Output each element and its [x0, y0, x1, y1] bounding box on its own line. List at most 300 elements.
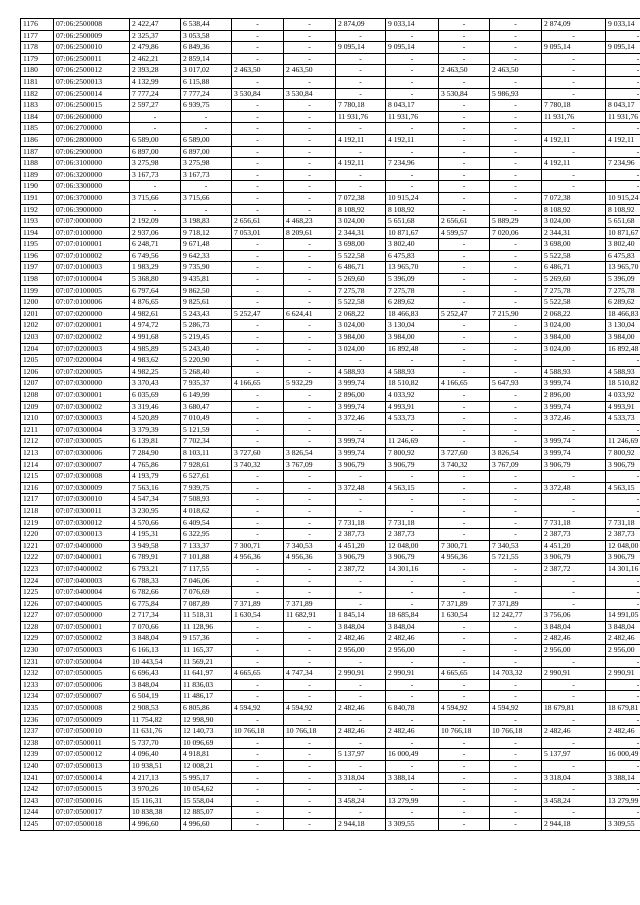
- value-cell: 12 008,21: [181, 761, 232, 773]
- table-row: [21, 482, 640, 494]
- value-cell: -: [232, 297, 284, 309]
- value-cell: -: [386, 761, 439, 773]
- value-cell: -: [284, 645, 336, 657]
- value-cell: -: [284, 656, 336, 668]
- value-cell: 4 451,20: [336, 540, 386, 552]
- value-cell: 3 318,04: [336, 772, 386, 784]
- value-cell: -: [232, 587, 284, 599]
- table-row: [21, 285, 640, 297]
- value-cell: -: [439, 355, 490, 367]
- value-cell: -: [232, 401, 284, 413]
- value-cell: -: [336, 505, 386, 517]
- value-cell: -: [284, 262, 336, 274]
- value-cell: 16 892,48: [386, 343, 439, 355]
- value-cell: -: [181, 204, 232, 216]
- value-cell: 5 243,40: [181, 343, 232, 355]
- value-cell: 18 685,84: [386, 610, 439, 622]
- value-cell: 6 749,56: [130, 250, 181, 262]
- value-cell: -: [542, 761, 606, 773]
- table-row: [21, 494, 640, 506]
- value-cell: 4 166,65: [439, 378, 490, 390]
- value-cell: 4 132,99: [130, 76, 181, 88]
- value-cell: 8 108,92: [606, 204, 640, 216]
- value-cell: -: [232, 53, 284, 65]
- value-cell: 3 727,60: [232, 447, 284, 459]
- value-cell: 5 252,47: [439, 308, 490, 320]
- value-cell: -: [336, 355, 386, 367]
- value-cell: -: [606, 181, 640, 193]
- code-cell: 07:06:2500014: [54, 88, 130, 100]
- value-cell: -: [490, 633, 542, 645]
- value-cell: -: [439, 679, 490, 691]
- value-cell: 10 915,24: [386, 192, 439, 204]
- code-cell: 07:07:0100001: [54, 239, 130, 251]
- value-cell: -: [542, 679, 606, 691]
- row-number-cell: 1190: [21, 181, 54, 193]
- value-cell: -: [439, 795, 490, 807]
- row-number-cell: 1229: [21, 633, 54, 645]
- value-cell: -: [284, 401, 336, 413]
- value-cell: -: [439, 784, 490, 796]
- table-row: [21, 204, 640, 216]
- row-number-cell: 1212: [21, 436, 54, 448]
- value-cell: -: [284, 19, 336, 31]
- value-cell: 18 510,82: [386, 378, 439, 390]
- value-cell: 3 984,00: [336, 332, 386, 344]
- value-cell: -: [439, 563, 490, 575]
- value-cell: 4 747,34: [284, 668, 336, 680]
- value-cell: -: [490, 471, 542, 483]
- value-cell: 2 482,46: [336, 633, 386, 645]
- value-cell: 5 137,97: [542, 749, 606, 761]
- value-cell: -: [606, 714, 640, 726]
- table-row: [21, 645, 640, 657]
- value-cell: 7 215,90: [490, 308, 542, 320]
- value-cell: 3 024,00: [336, 320, 386, 332]
- value-cell: -: [439, 30, 490, 42]
- value-cell: 6 289,62: [386, 297, 439, 309]
- value-cell: -: [542, 123, 606, 135]
- value-cell: -: [439, 366, 490, 378]
- value-cell: -: [181, 123, 232, 135]
- value-cell: -: [232, 621, 284, 633]
- code-cell: 07:07:0300009: [54, 482, 130, 494]
- value-cell: 6 788,33: [130, 575, 181, 587]
- value-cell: 4 033,92: [386, 390, 439, 402]
- value-cell: 3 802,40: [386, 239, 439, 251]
- row-number-cell: 1176: [21, 19, 54, 31]
- value-cell: 6 149,99: [181, 390, 232, 402]
- row-number-cell: 1237: [21, 726, 54, 738]
- value-cell: 3 053,58: [181, 30, 232, 42]
- value-cell: -: [439, 250, 490, 262]
- value-cell: -: [490, 76, 542, 88]
- value-cell: 11 931,76: [542, 111, 606, 123]
- value-cell: 18 679,81: [606, 703, 640, 715]
- value-cell: -: [284, 250, 336, 262]
- value-cell: 3 130,04: [386, 320, 439, 332]
- value-cell: -: [490, 239, 542, 251]
- value-cell: -: [542, 53, 606, 65]
- value-cell: -: [490, 123, 542, 135]
- value-cell: -: [490, 401, 542, 413]
- value-cell: 3 999,74: [336, 401, 386, 413]
- value-cell: -: [284, 111, 336, 123]
- value-cell: -: [439, 181, 490, 193]
- value-cell: -: [386, 181, 439, 193]
- row-number-cell: 1209: [21, 401, 54, 413]
- row-number-cell: 1206: [21, 366, 54, 378]
- value-cell: 6 504,19: [130, 691, 181, 703]
- value-cell: 4 588,93: [606, 366, 640, 378]
- row-number-cell: 1194: [21, 227, 54, 239]
- value-cell: 7 300,71: [232, 540, 284, 552]
- value-cell: 3 230,95: [130, 505, 181, 517]
- value-cell: 6 538,44: [181, 19, 232, 31]
- value-cell: -: [490, 691, 542, 703]
- value-cell: 3 530,84: [284, 88, 336, 100]
- row-number-cell: 1181: [21, 76, 54, 88]
- code-cell: 07:07:0000000: [54, 216, 130, 228]
- value-cell: 11 682,91: [284, 610, 336, 622]
- value-cell: -: [130, 204, 181, 216]
- code-cell: 07:06:2500015: [54, 100, 130, 112]
- value-cell: 4 956,36: [439, 552, 490, 564]
- value-cell: -: [439, 413, 490, 425]
- row-number-cell: 1225: [21, 587, 54, 599]
- value-cell: 13 965,70: [606, 262, 640, 274]
- value-cell: -: [284, 772, 336, 784]
- value-cell: 3 740,32: [232, 459, 284, 471]
- value-cell: -: [232, 355, 284, 367]
- value-cell: 7 087,89: [181, 598, 232, 610]
- value-cell: -: [439, 332, 490, 344]
- code-cell: 07:07:0300007: [54, 459, 130, 471]
- value-cell: 5 737,70: [130, 737, 181, 749]
- value-cell: -: [232, 424, 284, 436]
- value-cell: -: [232, 19, 284, 31]
- value-cell: -: [439, 76, 490, 88]
- value-cell: -: [232, 76, 284, 88]
- value-cell: 7 234,96: [606, 158, 640, 170]
- value-cell: -: [439, 297, 490, 309]
- value-cell: 3 906,79: [386, 459, 439, 471]
- row-number-cell: 1178: [21, 42, 54, 54]
- value-cell: -: [232, 343, 284, 355]
- row-number-cell: 1192: [21, 204, 54, 216]
- table-row: [21, 401, 640, 413]
- value-cell: -: [606, 88, 640, 100]
- value-cell: 4 665,65: [232, 668, 284, 680]
- value-cell: -: [490, 274, 542, 286]
- value-cell: 9 642,33: [181, 250, 232, 262]
- value-cell: -: [606, 679, 640, 691]
- value-cell: 3 167,73: [130, 169, 181, 181]
- value-cell: 9 095,14: [336, 42, 386, 54]
- value-cell: -: [490, 645, 542, 657]
- value-cell: 8 108,92: [336, 204, 386, 216]
- value-cell: 3 999,74: [542, 436, 606, 448]
- table-row: [21, 598, 640, 610]
- value-cell: -: [284, 749, 336, 761]
- value-cell: -: [386, 53, 439, 65]
- value-cell: 9 718,12: [181, 227, 232, 239]
- row-number-cell: 1205: [21, 355, 54, 367]
- value-cell: -: [232, 761, 284, 773]
- value-cell: 2 896,00: [542, 390, 606, 402]
- value-cell: 3 767,09: [490, 459, 542, 471]
- value-cell: -: [439, 285, 490, 297]
- value-cell: -: [490, 192, 542, 204]
- value-cell: -: [130, 123, 181, 135]
- value-cell: -: [439, 262, 490, 274]
- value-cell: -: [336, 587, 386, 599]
- value-cell: 5 721,55: [490, 552, 542, 564]
- value-cell: 4 096,40: [130, 749, 181, 761]
- code-cell: 07:07:0200002: [54, 332, 130, 344]
- value-cell: -: [439, 204, 490, 216]
- value-cell: 4 520,89: [130, 413, 181, 425]
- value-cell: -: [284, 424, 336, 436]
- row-number-cell: 1244: [21, 807, 54, 819]
- value-cell: -: [490, 529, 542, 541]
- value-cell: -: [439, 818, 490, 830]
- value-cell: 2 482,46: [542, 633, 606, 645]
- table-row: [21, 633, 640, 645]
- value-cell: 7 780,18: [336, 100, 386, 112]
- code-cell: 07:07:0100004: [54, 274, 130, 286]
- value-cell: 2 956,00: [336, 645, 386, 657]
- value-cell: -: [232, 807, 284, 819]
- value-cell: 3 370,43: [130, 378, 181, 390]
- value-cell: -: [542, 784, 606, 796]
- value-cell: 5 396,09: [606, 274, 640, 286]
- value-cell: -: [336, 714, 386, 726]
- value-cell: 6 789,91: [130, 552, 181, 564]
- value-cell: 3 024,00: [336, 343, 386, 355]
- value-cell: 4 599,57: [439, 227, 490, 239]
- value-cell: 4 594,92: [439, 703, 490, 715]
- value-cell: 7 275,78: [606, 285, 640, 297]
- value-cell: -: [490, 772, 542, 784]
- value-cell: 4 594,92: [284, 703, 336, 715]
- value-cell: -: [606, 53, 640, 65]
- row-number-cell: 1230: [21, 645, 54, 657]
- value-cell: -: [490, 621, 542, 633]
- value-cell: -: [232, 714, 284, 726]
- value-cell: -: [232, 645, 284, 657]
- value-cell: -: [232, 332, 284, 344]
- value-cell: 4 166,65: [232, 378, 284, 390]
- value-cell: -: [336, 598, 386, 610]
- table-row: [21, 146, 640, 158]
- row-number-cell: 1187: [21, 146, 54, 158]
- value-cell: -: [284, 169, 336, 181]
- table-row: [21, 540, 640, 552]
- row-number-cell: 1238: [21, 737, 54, 749]
- row-number-cell: 1196: [21, 250, 54, 262]
- value-cell: 3 198,83: [181, 216, 232, 228]
- row-number-cell: 1199: [21, 285, 54, 297]
- value-cell: 3 698,00: [542, 239, 606, 251]
- table-row: [21, 818, 640, 830]
- value-cell: -: [490, 390, 542, 402]
- value-cell: -: [284, 42, 336, 54]
- row-number-cell: 1215: [21, 471, 54, 483]
- value-cell: -: [542, 598, 606, 610]
- value-cell: 7 371,89: [232, 598, 284, 610]
- value-cell: 2 656,61: [439, 216, 490, 228]
- value-cell: 7 020,06: [490, 227, 542, 239]
- value-cell: 4 195,31: [130, 529, 181, 541]
- code-cell: 07:07:0100000: [54, 227, 130, 239]
- value-cell: 3 309,55: [606, 818, 640, 830]
- value-cell: 18 466,83: [606, 308, 640, 320]
- value-cell: 3 999,74: [336, 447, 386, 459]
- code-cell: 07:06:3700000: [54, 192, 130, 204]
- row-number-cell: 1226: [21, 598, 54, 610]
- value-cell: -: [284, 297, 336, 309]
- value-cell: 6 797,64: [130, 285, 181, 297]
- row-number-cell: 1233: [21, 679, 54, 691]
- value-cell: -: [439, 169, 490, 181]
- table-row: [21, 169, 640, 181]
- value-cell: 7 371,89: [490, 598, 542, 610]
- value-cell: 7 340,53: [490, 540, 542, 552]
- value-cell: 7 010,49: [181, 413, 232, 425]
- value-cell: 3 379,39: [130, 424, 181, 436]
- code-cell: 07:07:0300011: [54, 505, 130, 517]
- value-cell: 5 647,93: [490, 378, 542, 390]
- row-number-cell: 1193: [21, 216, 54, 228]
- value-cell: -: [606, 65, 640, 77]
- value-cell: -: [439, 401, 490, 413]
- value-cell: 4 451,20: [542, 540, 606, 552]
- value-cell: -: [490, 19, 542, 31]
- value-cell: 10 938,51: [130, 761, 181, 773]
- value-cell: 3 970,26: [130, 784, 181, 796]
- value-cell: -: [336, 807, 386, 819]
- value-cell: -: [284, 181, 336, 193]
- value-cell: 6 166,13: [130, 645, 181, 657]
- table-row: [21, 691, 640, 703]
- value-cell: 13 965,70: [386, 262, 439, 274]
- value-cell: 11 931,76: [606, 111, 640, 123]
- value-cell: 14 301,16: [606, 563, 640, 575]
- value-cell: 11 836,03: [181, 679, 232, 691]
- value-cell: 7 371,89: [284, 598, 336, 610]
- code-cell: 07:07:0500009: [54, 714, 130, 726]
- value-cell: -: [490, 320, 542, 332]
- code-cell: 07:06:2500011: [54, 53, 130, 65]
- value-cell: 5 651,68: [606, 216, 640, 228]
- value-cell: -: [542, 505, 606, 517]
- value-cell: -: [490, 795, 542, 807]
- value-cell: 2 937,06: [130, 227, 181, 239]
- table-row: [21, 134, 640, 146]
- value-cell: 5 995,17: [181, 772, 232, 784]
- value-cell: 2 192,09: [130, 216, 181, 228]
- value-cell: 4 876,65: [130, 297, 181, 309]
- row-number-cell: 1220: [21, 529, 54, 541]
- value-cell: -: [284, 587, 336, 599]
- value-cell: 4 985,89: [130, 343, 181, 355]
- code-cell: 07:07:0500004: [54, 656, 130, 668]
- value-cell: -: [542, 169, 606, 181]
- value-cell: 5 286,73: [181, 320, 232, 332]
- value-cell: 12 242,77: [490, 610, 542, 622]
- value-cell: -: [542, 737, 606, 749]
- value-cell: 3 906,79: [542, 459, 606, 471]
- code-cell: 07:07:0200003: [54, 343, 130, 355]
- value-cell: -: [490, 111, 542, 123]
- value-cell: 2 463,50: [439, 65, 490, 77]
- code-cell: 07:07:0500013: [54, 761, 130, 773]
- value-cell: 3 530,84: [232, 88, 284, 100]
- code-cell: 07:07:0300005: [54, 436, 130, 448]
- code-cell: 07:07:0300013: [54, 529, 130, 541]
- value-cell: -: [336, 737, 386, 749]
- value-cell: 3 309,55: [386, 818, 439, 830]
- value-cell: 3 388,14: [386, 772, 439, 784]
- value-cell: 4 033,92: [606, 390, 640, 402]
- value-cell: 11 631,76: [130, 726, 181, 738]
- value-cell: 1 630,54: [232, 610, 284, 622]
- value-cell: -: [284, 204, 336, 216]
- value-cell: -: [232, 390, 284, 402]
- value-cell: 12 048,00: [606, 540, 640, 552]
- code-cell: 07:07:0500017: [54, 807, 130, 819]
- code-cell: 07:07:0300008: [54, 471, 130, 483]
- value-cell: -: [336, 656, 386, 668]
- value-cell: 3 826,54: [284, 447, 336, 459]
- value-cell: 2 990,91: [336, 668, 386, 680]
- value-cell: 11 165,37: [181, 645, 232, 657]
- table-row: [21, 610, 640, 622]
- value-cell: 7 777,24: [181, 88, 232, 100]
- row-number-cell: 1185: [21, 123, 54, 135]
- value-cell: -: [490, 30, 542, 42]
- code-cell: 07:06:2900000: [54, 146, 130, 158]
- value-cell: -: [336, 784, 386, 796]
- value-cell: -: [439, 761, 490, 773]
- value-cell: 10 766,18: [232, 726, 284, 738]
- value-cell: -: [490, 494, 542, 506]
- value-cell: 3 727,60: [439, 447, 490, 459]
- value-cell: -: [232, 262, 284, 274]
- value-cell: -: [232, 749, 284, 761]
- row-number-cell: 1195: [21, 239, 54, 251]
- table-row: [21, 726, 640, 738]
- value-cell: -: [284, 192, 336, 204]
- value-cell: -: [490, 807, 542, 819]
- row-number-cell: 1182: [21, 88, 54, 100]
- code-cell: 07:07:0500002: [54, 633, 130, 645]
- value-cell: 7 800,92: [606, 447, 640, 459]
- row-number-cell: 1198: [21, 274, 54, 286]
- value-cell: -: [284, 332, 336, 344]
- value-cell: 11 486,17: [181, 691, 232, 703]
- code-cell: 07:07:0500001: [54, 621, 130, 633]
- value-cell: -: [284, 795, 336, 807]
- value-cell: -: [284, 436, 336, 448]
- table-row: [21, 181, 640, 193]
- value-cell: -: [232, 494, 284, 506]
- value-cell: 7 275,78: [542, 285, 606, 297]
- value-cell: 2 482,46: [336, 726, 386, 738]
- value-cell: 5 522,58: [336, 297, 386, 309]
- value-cell: 2 463,50: [232, 65, 284, 77]
